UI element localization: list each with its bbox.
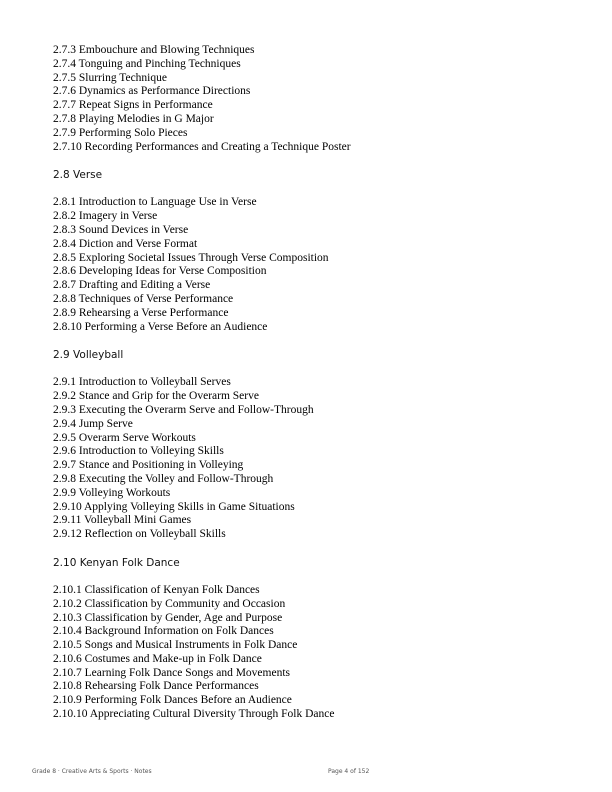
list-item: 2.9.2 Stance and Grip for the Overarm Serve bbox=[53, 390, 259, 403]
section-heading-verse: 2.8 Verse bbox=[53, 169, 103, 182]
list-item: 2.8.8 Techniques of Verse Performance bbox=[53, 292, 234, 305]
list-item: 2.9.1 Introduction to Volleyball Serves bbox=[53, 376, 231, 389]
list-item: 2.9.6 Introduction to Volleying Skills bbox=[53, 445, 224, 458]
list-item: 2.10.9 Performing Folk Dances Before an Audience bbox=[53, 694, 292, 707]
list-item: 2.7.8 Playing Melodies in G Major bbox=[53, 112, 214, 125]
section-list-2-8 bbox=[53, 196, 573, 334]
list-item: 2.7.3 Embouchure and Blowing Techniques bbox=[53, 44, 255, 56]
list-item: 2.8.9 Rehearsing a Verse Performance bbox=[53, 306, 229, 319]
list-item: 2.7.7 Repeat Signs in Performance bbox=[53, 99, 213, 112]
list-item: 2.8.6 Developing Ideas for Verse Composition bbox=[53, 265, 267, 278]
section-list-2-10 bbox=[53, 584, 573, 722]
list-item: 2.10.1 Classification of Kenyan Folk Dances bbox=[53, 583, 260, 596]
list-item: 2.10.3 Classification by Gender, Age and Purpose bbox=[53, 611, 283, 624]
list-item: 2.8.4 Diction and Verse Format bbox=[53, 237, 198, 250]
list-item: 2.10.10 Appreciating Cultural Diversity Through Folk Dance bbox=[53, 708, 335, 721]
list-item: 2.9.11 Volleyball Mini Games bbox=[53, 514, 192, 527]
list-item: 2.9.5 Overarm Serve Workouts bbox=[53, 431, 196, 444]
list-item: 2.9.4 Jump Serve bbox=[53, 417, 133, 430]
list-item: 2.8.1 Introduction to Language Use in Verse bbox=[53, 196, 257, 209]
list-item: 2.7.6 Dynamics as Performance Directions bbox=[53, 85, 251, 98]
list-item: 2.8.2 Imagery in Verse bbox=[53, 210, 158, 223]
list-item: 2.10.2 Classification by Community and Occasion bbox=[53, 597, 286, 610]
list-item: 2.9.12 Reflection on Volleyball Skills bbox=[53, 528, 226, 541]
list-item: 2.8.10 Performing a Verse Before an Audience bbox=[53, 320, 268, 333]
list-item: 2.10.7 Learning Folk Dance Songs and Movements bbox=[53, 666, 290, 679]
list-item: 2.7.4 Tonguing and Pinching Techniques bbox=[53, 57, 241, 70]
list-item: 2.7.9 Performing Solo Pieces bbox=[53, 126, 188, 139]
document-body bbox=[53, 44, 573, 722]
list-item: 2.9.7 Stance and Positioning in Volleying bbox=[53, 459, 244, 472]
section-list-2-9 bbox=[53, 376, 573, 542]
list-item: 2.9.8 Executing the Volley and Follow-Through bbox=[53, 472, 274, 485]
footer-document-title: Grade 8 · Creative Arts & Sports · Notes bbox=[32, 768, 152, 775]
list-item: 2.8.3 Sound Devices in Verse bbox=[53, 223, 189, 236]
footer-page-number: Page 4 of 152 bbox=[328, 768, 370, 775]
list-item: 2.9.9 Volleying Workouts bbox=[53, 486, 171, 499]
list-item: 2.9.3 Executing the Overarm Serve and Follow-Through bbox=[53, 403, 314, 416]
section-list-2-7 bbox=[53, 44, 573, 154]
list-item: 2.8.7 Drafting and Editing a Verse bbox=[53, 279, 211, 292]
section-heading-kenyan-folk-dance: 2.10 Kenyan Folk Dance bbox=[53, 556, 180, 569]
list-item: 2.10.4 Background Information on Folk Dances bbox=[53, 625, 274, 638]
list-item: 2.7.5 Slurring Technique bbox=[53, 71, 167, 84]
section-heading-volleyball: 2.9 Volleyball bbox=[53, 349, 124, 362]
list-item: 2.10.6 Costumes and Make-up in Folk Dance bbox=[53, 652, 262, 665]
list-item: 2.9.10 Applying Volleying Skills in Game Situations bbox=[53, 500, 295, 513]
list-item: 2.8.5 Exploring Societal Issues Through Verse Composition bbox=[53, 251, 329, 264]
list-item: 2.7.10 Recording Performances and Creating a Technique Poster bbox=[53, 140, 351, 153]
list-item: 2.10.5 Songs and Musical Instruments in Folk Dance bbox=[53, 639, 298, 652]
list-item: 2.10.8 Rehearsing Folk Dance Performances bbox=[53, 680, 259, 693]
